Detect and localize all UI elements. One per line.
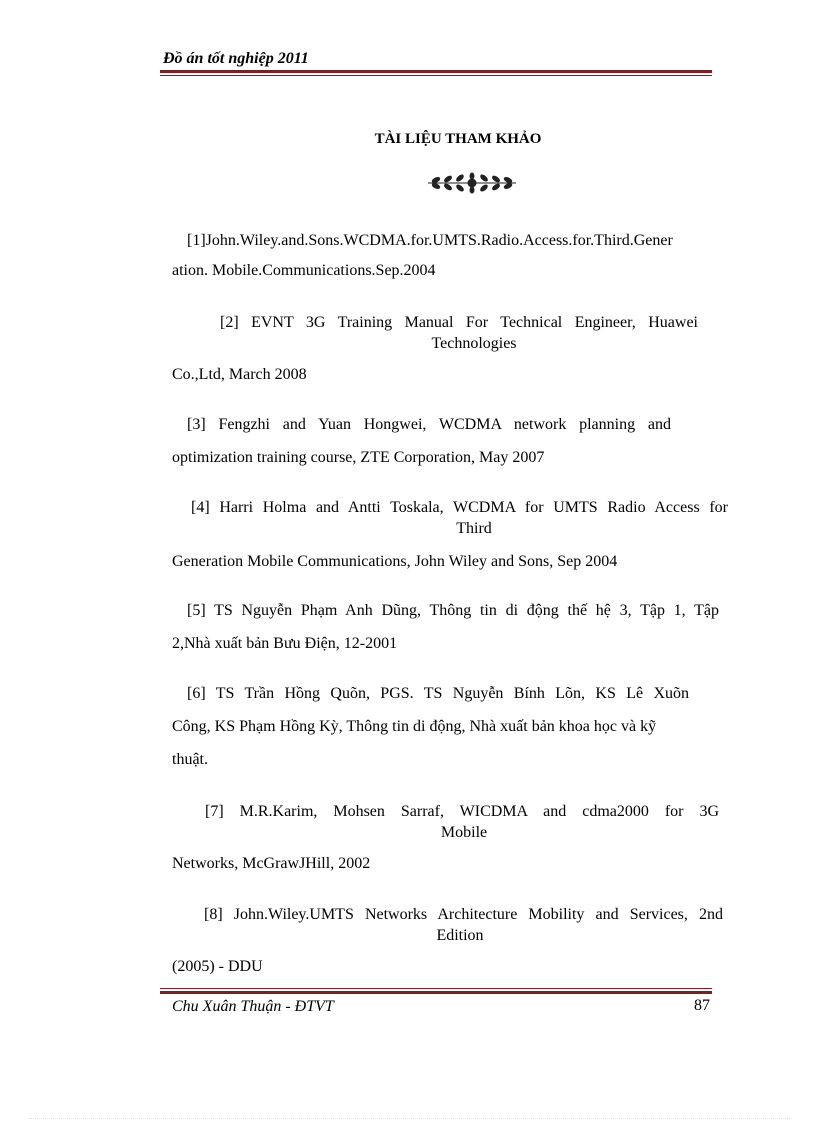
reference-2-line-1: [2] EVNT 3G Training Manual For Technical Engineer, Huawei — [220, 314, 698, 331]
reference-1-line-2: ation. Mobile.Communications.Sep.2004 — [172, 262, 436, 279]
reference-8-line-3: (2005) - DDU — [172, 958, 263, 975]
header-rule-thin — [160, 75, 712, 76]
reference-2-line-2: Technologies — [431, 335, 517, 352]
footer-author: Chu Xuân Thuận - ĐTVT — [172, 998, 334, 1015]
reference-8-line-1: [8] John.Wiley.UMTS Networks Architecture Mobility and Services, 2nd — [204, 906, 723, 923]
reference-6-line-3: thuật. — [172, 751, 208, 768]
reference-6-line-2: Công, KS Phạm Hồng Kỳ, Thông tin di động, Nhà xuất bản khoa học và kỹ — [172, 718, 657, 735]
header-rule-thick — [160, 70, 712, 73]
footer-rule-thick — [160, 991, 712, 994]
footer-rule-thin — [160, 988, 712, 989]
reference-6-line-1: [6] TS Trần Hồng Quõn, PGS. TS Nguyễn Bính Lõn, KS Lê Xuõn — [187, 685, 689, 702]
header-title: Đồ án tốt nghiệp 2011 — [163, 50, 309, 67]
reference-4-line-1: [4] Harri Holma and Antti Toskala, WCDMA for UMTS Radio Access for — [191, 499, 728, 516]
reference-5-line-2: 2,Nhà xuất bản Bưu Điện, 12-2001 — [172, 635, 398, 652]
reference-4-line-3: Generation Mobile Communications, John Wiley and Sons, Sep 2004 — [172, 553, 618, 570]
floral-divider-icon — [426, 172, 518, 194]
reference-3-line-1: [3] Fengzhi and Yuan Hongwei, WCDMA network planning and — [187, 416, 671, 433]
reference-4-line-2: Third — [456, 520, 492, 537]
reference-5-line-1: [5] TS Nguyễn Phạm Anh Dũng, Thông tin di động thế hệ 3, Tập 1, Tập — [187, 602, 719, 619]
reference-7-line-3: Networks, McGrawJHill, 2002 — [172, 855, 371, 872]
reference-7-line-2: Mobile — [440, 824, 488, 841]
reference-3-line-2: optimization training course, ZTE Corporation, May 2007 — [172, 449, 545, 466]
reference-7-line-1: [7] M.R.Karim, Mohsen Sarraf, WICDMA and cdma2000 for 3G — [205, 803, 719, 820]
reference-8-line-2: Edition — [436, 927, 484, 944]
references-heading: TÀI LIỆU THAM KHẢO — [374, 131, 542, 147]
page-number: 87 — [694, 997, 710, 1014]
page-bottom-border — [30, 1118, 790, 1119]
reference-1-line-1: [1]John.Wiley.and.Sons.WCDMA.for.UMTS.Radio.Access.for.Third.Gener — [187, 232, 673, 249]
reference-2-line-3: Co.,Ltd, March 2008 — [172, 366, 307, 383]
